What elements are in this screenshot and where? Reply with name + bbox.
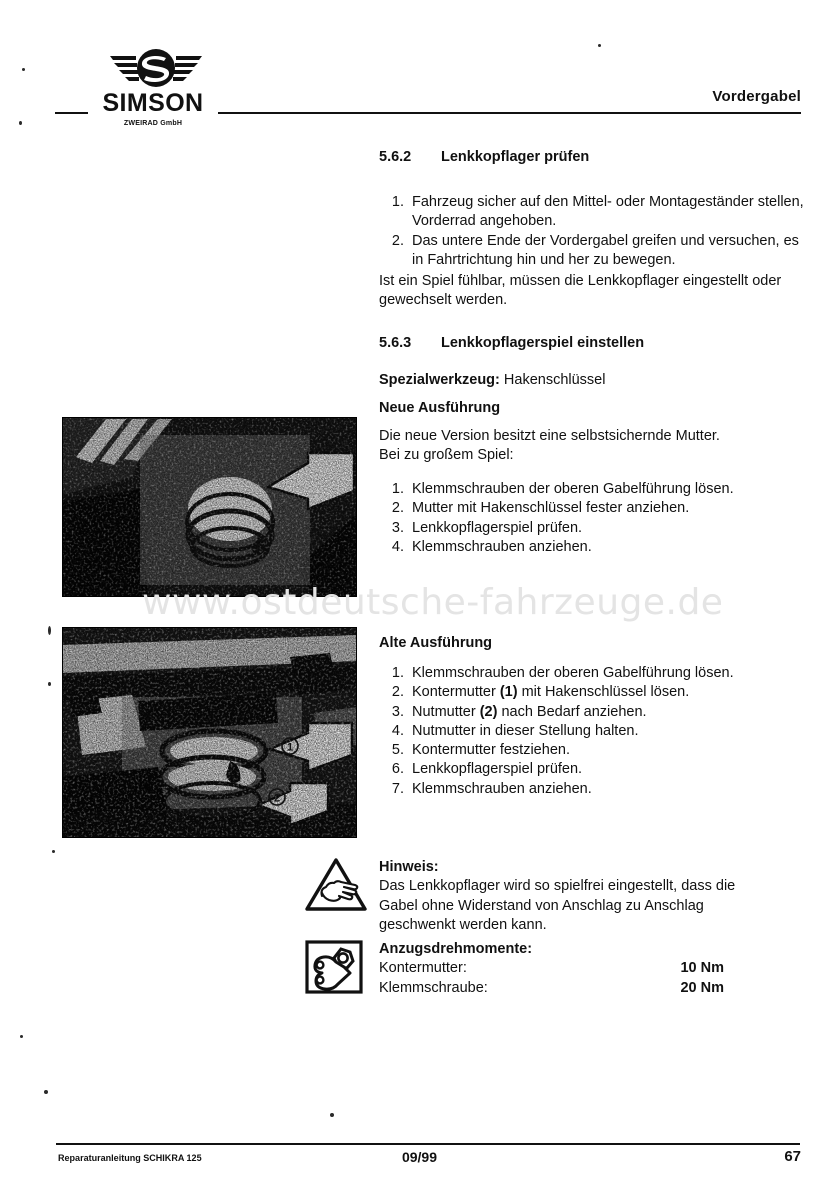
variant-new-steps <box>379 480 804 557</box>
footer-manual-title: Reparaturanleitung SCHIKRA 125 <box>58 1153 202 1164</box>
list-item-text: Lenkkopflagerspiel prüfen. <box>412 761 583 778</box>
warning-triangle-hand-icon <box>305 858 379 917</box>
torque-row <box>379 979 724 998</box>
scan-speckle <box>22 68 25 71</box>
torque-value: 10 Nm <box>680 960 724 977</box>
torque-label: Kontermutter: <box>379 960 467 977</box>
list-item-text: Nutmutter (2) nach Bedarf anziehen. <box>412 703 647 720</box>
notice-line-1: Das Lenkkopflager wird so spielfrei eingestellt, dass die <box>379 878 736 895</box>
simson-wordmark: SIMSON <box>88 90 218 116</box>
torque-text <box>379 940 724 998</box>
list-item-number: 1. <box>391 481 404 497</box>
scan-speckle <box>19 121 22 125</box>
figure-callout-2 <box>267 787 287 810</box>
site-watermark: www.ostdeutsche-fahrzeuge.de <box>142 582 724 623</box>
list-item-number: 3. <box>391 703 404 720</box>
list-item-text: Nutmutter in dieser Stellung halten. <box>412 722 639 739</box>
list-item-text: Kontermutter festziehen. <box>412 742 570 759</box>
variant-new-intro-line-2: Bei zu großem Spiel: <box>379 447 514 464</box>
list-item-number: 2. <box>391 232 404 249</box>
list-item <box>379 232 804 271</box>
list-item-number: 6. <box>391 761 404 778</box>
section-562-heading <box>379 148 804 167</box>
torque-block <box>305 940 724 999</box>
section-562-number: 5.6.2 <box>379 149 412 165</box>
list-item <box>379 499 804 518</box>
torque-label: Klemmschraube: <box>379 979 488 996</box>
list-item <box>379 683 804 702</box>
section-563-heading <box>379 334 804 353</box>
footer-date: 09/99 <box>401 1149 438 1165</box>
list-item <box>379 664 804 683</box>
list-item-text: Klemmschrauben anziehen. <box>412 538 592 555</box>
list-item-number: 1. <box>391 194 404 210</box>
special-tool-value: Hakenschlüssel <box>503 372 606 388</box>
notice-title: Hinweis: <box>379 859 439 875</box>
torque-value: 20 Nm <box>680 979 724 996</box>
scan-speckle <box>44 1090 48 1094</box>
list-item-text: Klemmschrauben der oberen Gabelführung lösen. <box>412 665 734 681</box>
list-item <box>379 722 804 741</box>
list-item-number: 7. <box>391 780 404 797</box>
list-item <box>379 780 804 799</box>
figure-new-version-photo <box>62 417 357 597</box>
special-tool-label: Spezialwerkzeug: <box>379 372 500 388</box>
list-item-text: Mutter mit Hakenschlüssel fester anziehen. <box>412 500 690 517</box>
svg-text:1: 1 <box>286 741 294 754</box>
list-item-number: 2. <box>391 684 404 701</box>
list-item <box>379 703 804 722</box>
section-562-paragraph: Ist ein Spiel fühlbar, müssen die Lenkkopflager eingestellt oder gewechselt werden. <box>379 273 782 309</box>
list-item-text: Klemmschrauben der oberen Gabelführung lösen. <box>412 481 734 497</box>
notice-line-3: geschwenkt werden kann. <box>379 916 547 933</box>
section-562-title: Lenkkopflager prüfen <box>441 149 590 165</box>
list-item <box>379 741 804 760</box>
simson-logo <box>88 48 218 140</box>
torque-row <box>379 959 724 978</box>
list-item <box>379 519 804 538</box>
section-562 <box>379 148 804 167</box>
section-563-number: 5.6.3 <box>379 335 412 351</box>
figure-callout-1 <box>280 736 300 759</box>
footer-divider <box>56 1143 800 1145</box>
list-item <box>379 480 804 499</box>
svg-text:2: 2 <box>273 792 281 805</box>
notice-block <box>305 858 769 935</box>
scan-speckle <box>52 850 55 853</box>
list-item-number: 4. <box>391 722 404 739</box>
list-item <box>379 193 804 232</box>
list-item-text: Lenkkopflagerspiel prüfen. <box>412 519 583 536</box>
list-item-number: 4. <box>391 538 404 555</box>
list-item <box>379 760 804 779</box>
scan-speckle <box>48 682 51 686</box>
list-item-text: Klemmschrauben anziehen. <box>412 780 592 797</box>
variant-new-heading: Neue Ausführung <box>379 400 501 416</box>
variant-new-intro-line-1: Die neue Version besitzt eine selbstsichernde Mutter. <box>379 428 720 444</box>
variant-new-intro <box>379 427 804 466</box>
notice-line-2: Gabel ohne Widerstand von Anschlag zu Anschlag <box>379 897 704 914</box>
variant-old-heading: Alte Ausführung <box>379 635 493 651</box>
variant-old-steps <box>379 664 804 799</box>
list-item-number: 5. <box>391 742 404 759</box>
list-item-number: 3. <box>391 519 404 536</box>
footer-page-number: 67 <box>784 1148 801 1165</box>
list-item-text: Das untere Ende der Vordergabel greifen und versuchen, es in Fahrtrichtung hin und her zu bewegen. <box>412 232 799 268</box>
simson-winged-s-icon <box>110 48 202 88</box>
section-563 <box>379 334 804 353</box>
figure-old-version-photo <box>62 627 357 838</box>
notice-text <box>379 858 769 935</box>
scan-speckle <box>598 44 601 47</box>
scan-speckle <box>48 626 51 635</box>
torque-title: Anzugsdrehmomente: <box>379 941 533 957</box>
scan-speckle <box>330 1113 334 1117</box>
page-header-title: Vordergabel <box>702 88 801 105</box>
list-item-number: 1. <box>391 665 404 681</box>
list-item <box>379 538 804 557</box>
special-tool-line <box>379 371 804 390</box>
list-item-number: 2. <box>391 500 404 517</box>
list-item-text: Fahrzeug sicher auf den Mittel- oder Montageständer stellen, Vorderrad angehoben. <box>412 194 804 230</box>
simson-sub-wordmark: ZWEIRAD GmbH <box>123 118 183 127</box>
scan-speckle <box>20 1035 23 1038</box>
section-562-steps <box>379 193 804 270</box>
section-563-title: Lenkkopflagerspiel einstellen <box>441 335 645 351</box>
wrench-nut-icon <box>305 940 379 999</box>
list-item-text: Kontermutter (1) mit Hakenschlüssel lösen. <box>412 684 690 701</box>
